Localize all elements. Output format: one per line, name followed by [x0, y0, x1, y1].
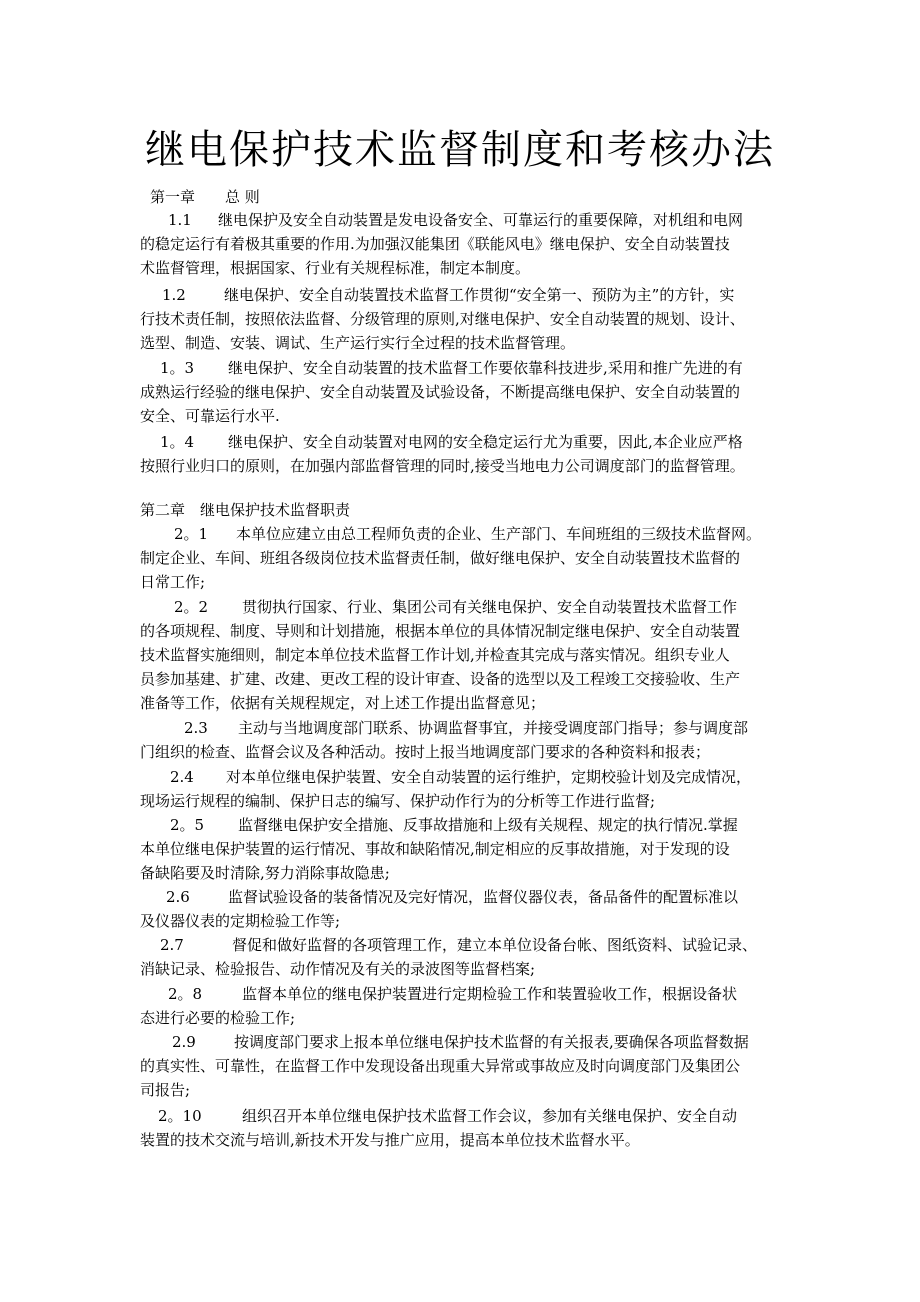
- paragraph-2-3-line1: 2.3 主动与当地调度部门联系、协调监督事宜，并接受调度部门指导；参与调度部: [184, 719, 749, 737]
- paragraph-number: 2。8: [168, 985, 203, 1003]
- paragraph-2-9-line1: 2.9 按调度部门要求上报本单位继电保护技术监督的有关报表,要确保各项监督数据: [172, 1033, 749, 1051]
- paragraph-2-6-line1: 2.6 监督试验设备的装备情况及完好情况，监督仪器仪表，备品备件的配置标准以: [166, 888, 739, 906]
- paragraph-2-9-line3: 司报告;: [140, 1081, 191, 1099]
- paragraph-1-3-line3: 安全、可靠运行水平.: [140, 407, 280, 425]
- paragraph-2-1-line3: 日常工作;: [140, 573, 206, 591]
- paragraph-2-7-line1: 2.7 督促和做好监督的各项管理工作，建立本单位设备台帐、图纸资料、试验记录、: [160, 936, 758, 954]
- paragraph-number: 2.9: [172, 1033, 196, 1051]
- paragraph-number: 1。4: [160, 433, 195, 451]
- paragraph-number: 1.2: [162, 286, 186, 304]
- paragraph-2-2-line5: 准备等工作，依据有关规程规定，对上述工作提出监督意见；: [140, 694, 546, 712]
- paragraph-number: 1。3: [160, 359, 195, 377]
- chapter2-heading: 第二章 继电保护技术监督职责: [140, 501, 351, 519]
- paragraph-number: 2。2: [174, 598, 209, 616]
- paragraph-1-2-line3: 选型、制造、安装、调试、生产运行实行全过程的技术监督管理。: [140, 334, 576, 352]
- paragraph-2-10-line1: 2。10 组织召开本单位继电保护技术监督工作会议，参加有关继电保护、安全自动: [158, 1107, 738, 1125]
- paragraph-number: 2.3: [184, 719, 208, 737]
- paragraph-2-8-line2: 态进行必要的检验工作;: [140, 1009, 296, 1027]
- paragraph-1-3-line2: 成熟运行经验的继电保护、安全自动装置及试验设备，不断提高继电保护、安全自动装置的: [140, 383, 741, 401]
- paragraph-2-6-line2: 及仪器仪表的定期检验工作等;: [140, 912, 341, 930]
- paragraph-2-1-line1: 2。1 本单位应建立由总工程师负责的企业、生产部门、车间班组的三级技术监督网。: [174, 525, 762, 543]
- paragraph-2-5-line1: 2。5 监督继电保护安全措施、反事故措施和上级有关规程、规定的执行情况.掌握: [170, 816, 738, 834]
- paragraph-number: 2.7: [160, 936, 184, 954]
- paragraph-2-1-line2: 制定企业、车间、班组各级岗位技术监督责任制，做好继电保护、安全自动装置技术监督的: [140, 549, 741, 567]
- paragraph-2-4-line2: 现场运行规程的编制、保护日志的编写、保护动作行为的分析等工作进行监督;: [140, 792, 656, 810]
- paragraph-number: 2.4: [170, 768, 194, 786]
- paragraph-1-1-line2: 的稳定运行有着极其重要的作用.为加强汉能集团《联能风电》继电保护、安全自动装置技: [140, 235, 730, 253]
- paragraph-1-3-line1: 1。3 继电保护、安全自动装置的技术监督工作要依靠科技进步,采用和推广先进的有: [160, 359, 743, 377]
- paragraph-number: 1.1: [168, 211, 192, 229]
- paragraph-1-2-line1: 1.2 继电保护、安全自动装置技术监督工作贯彻“安全第一、预防为主”的方针，实: [162, 286, 735, 304]
- paragraph-2-5-line3: 备缺陷要及时清除,努力消除事故隐患;: [140, 864, 390, 882]
- paragraph-2-3-line2: 门组织的检查、监督会议及各种活动。按时上报当地调度部门要求的各种资料和报表；: [140, 743, 711, 761]
- paragraph-1-4-line2: 按照行业归口的原则，在加强内部监督管理的同时,接受当地电力公司调度部门的监督管理。: [140, 457, 745, 475]
- paragraph-number: 2。1: [174, 525, 209, 543]
- paragraph-1-1-line1: 1.1 继电保护及安全自动装置是发电设备安全、可靠运行的重要保障，对机组和电网: [168, 211, 744, 229]
- paragraph-2-9-line2: 的真实性、可靠性，在监督工作中发现设备出现重大异常或事故应及时向调度部门及集团公: [140, 1057, 741, 1075]
- chapter1-heading: 第一章 总 则: [150, 188, 260, 206]
- paragraph-2-4-line1: 2.4 对本单位继电保护装置、安全自动装置的运行维护，定期校验计划及完成情况，: [170, 768, 752, 786]
- paragraph-2-10-line2: 装置的技术交流与培训,新技术开发与推广应用，提高本单位技术监督水平。: [140, 1131, 640, 1149]
- paragraph-number: 2.6: [166, 888, 190, 906]
- paragraph-number: 2。5: [170, 816, 205, 834]
- paragraph-2-8-line1: 2。8 监督本单位的继电保护装置进行定期检验工作和装置验收工作，根据设备状: [168, 985, 738, 1003]
- paragraph-2-7-line2: 消缺记录、检验报告、动作情况及有关的录波图等监督档案;: [140, 960, 536, 978]
- paragraph-number: 2。10: [158, 1107, 202, 1125]
- paragraph-2-2-line3: 技术监督实施细则，制定本单位技术监督工作计划,并检查其完成与落实情况。组织专业人: [140, 646, 730, 664]
- paragraph-1-4-line1: 1。4 继电保护、安全自动装置对电网的安全稳定运行尤为重要，因此,本企业应严格: [160, 433, 743, 451]
- document-title: 继电保护技术监督制度和考核办法: [145, 127, 775, 173]
- paragraph-2-2-line4: 员参加基建、扩建、改建、更改工程的设计审查、设备的选型以及工程竣工交接验收、生产: [140, 670, 741, 688]
- paragraph-1-1-line3: 术监督管理，根据国家、行业有关规程标准，制定本制度。: [140, 259, 531, 277]
- paragraph-2-5-line2: 本单位继电保护装置的运行情况、事故和缺陷情况,制定相应的反事故措施，对于发现的设: [140, 840, 730, 858]
- paragraph-1-2-line2: 行技术责任制，按照依法监督、分级管理的原则,对继电保护、安全自动装置的规划、设计、: [140, 310, 745, 328]
- paragraph-2-2-line1: 2。2 贯彻执行国家、行业、集团公司有关继电保护、安全自动装置技术监督工作: [174, 598, 738, 616]
- paragraph-2-2-line2: 的各项规程、制度、导则和计划措施，根据本单位的具体情况制定继电保护、安全自动装置: [140, 622, 741, 640]
